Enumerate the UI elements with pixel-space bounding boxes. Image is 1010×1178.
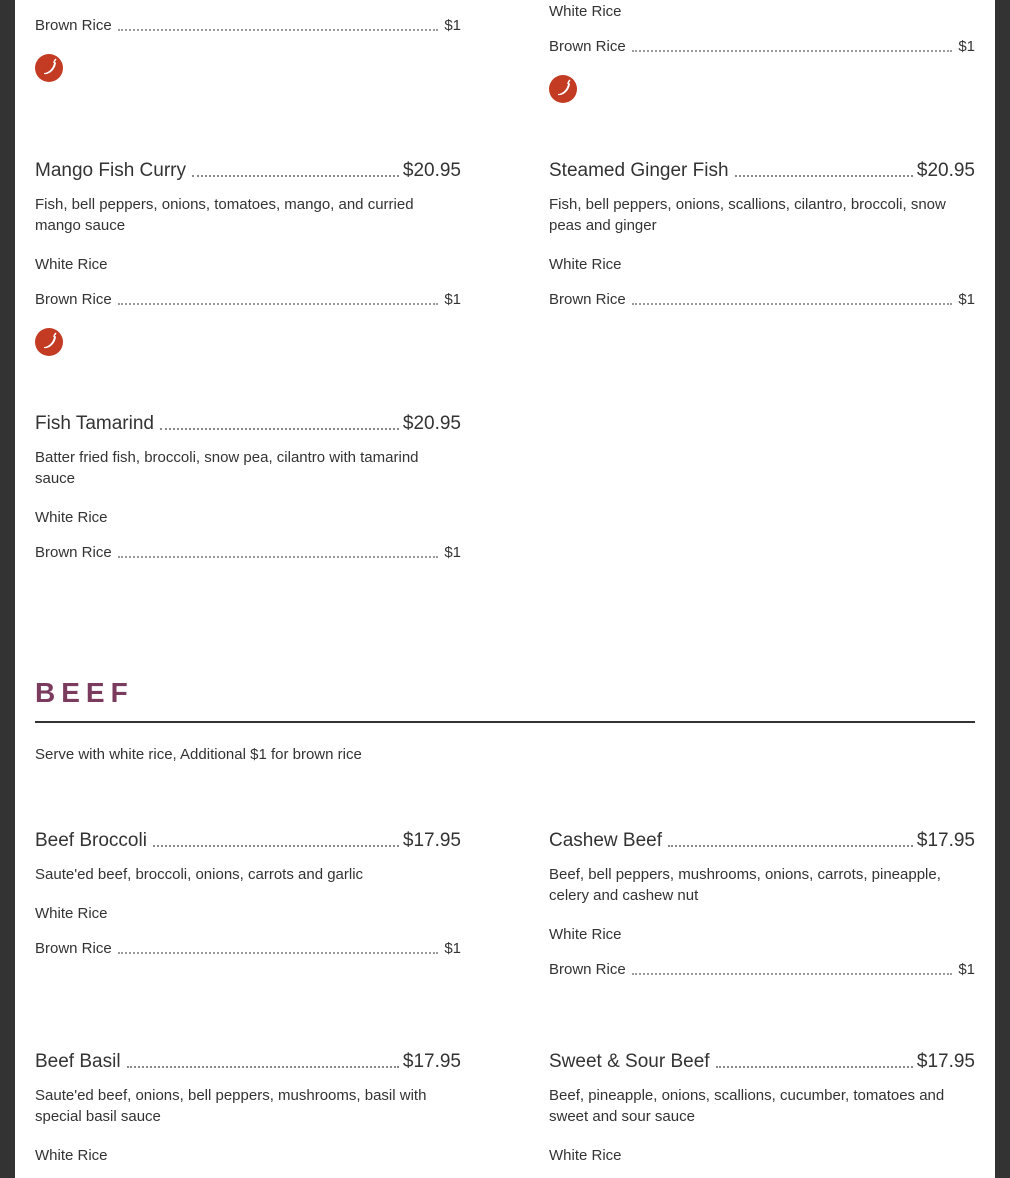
brown-rice-option xyxy=(35,940,461,958)
leader-dots xyxy=(668,844,913,847)
brown-rice-label: Brown Rice xyxy=(35,544,112,561)
brown-rice-option xyxy=(549,38,975,56)
brown-rice-price: $1 xyxy=(444,940,461,957)
white-rice-option: White Rice xyxy=(35,509,108,526)
dish-description: Saute'ed beef, onions, bell peppers, mushrooms, basil with special basil sauce xyxy=(35,1087,427,1125)
dish-description: Beef, pineapple, onions, scallions, cucumber, tomatoes and sweet and sour sauce xyxy=(549,1087,945,1125)
leader-dots xyxy=(632,972,953,975)
leader-dots xyxy=(735,174,913,177)
dish-title-row xyxy=(549,1049,975,1073)
leader-dots xyxy=(118,302,439,305)
brown-rice-option xyxy=(549,961,975,979)
white-rice-option: White Rice xyxy=(35,256,108,273)
leader-dots xyxy=(118,555,439,558)
dish-description: Fish, bell peppers, onions, tomatoes, mango, and curried mango sauce xyxy=(35,196,414,234)
brown-rice-label: Brown Rice xyxy=(35,17,112,34)
leader-dots xyxy=(127,1065,399,1068)
leader-dots xyxy=(160,427,399,430)
leader-dots xyxy=(632,302,953,305)
dish-description: Saute'ed beef, broccoli, onions, carrots and garlic xyxy=(35,866,364,883)
white-rice-option: White Rice xyxy=(549,926,622,943)
dish-description: Batter fried fish, broccoli, snow pea, cilantro with tamarind sauce xyxy=(35,449,419,487)
leader-dots xyxy=(153,844,399,847)
section-divider xyxy=(35,721,975,723)
white-rice-option: White Rice xyxy=(549,3,622,20)
chili-pepper-icon xyxy=(549,75,577,103)
dish-title-row xyxy=(549,158,975,182)
dish-price: $20.95 xyxy=(916,160,975,181)
brown-rice-label: Brown Rice xyxy=(549,38,626,55)
brown-rice-option xyxy=(549,291,975,309)
dish-price: $17.95 xyxy=(916,1051,975,1072)
brown-rice-label: Brown Rice xyxy=(35,940,112,957)
leader-dots xyxy=(716,1065,913,1068)
dish-title-row xyxy=(549,828,975,852)
menu-page xyxy=(15,0,995,1178)
brown-rice-option xyxy=(35,291,461,309)
leader-dots xyxy=(632,49,953,52)
brown-rice-price: $1 xyxy=(958,961,975,978)
chili-pepper-icon xyxy=(35,328,63,356)
section-title: BEEF xyxy=(35,677,134,708)
dish-price: $17.95 xyxy=(402,1051,461,1072)
brown-rice-price: $1 xyxy=(444,544,461,561)
leader-dots xyxy=(118,28,439,31)
dish-description: Beef, bell peppers, mushrooms, onions, carrots, pineapple, celery and cashew nut xyxy=(549,866,941,904)
dish-title-row xyxy=(35,158,461,182)
dish-name: Mango Fish Curry xyxy=(35,160,186,181)
dish-name: Cashew Beef xyxy=(549,830,663,851)
leader-dots xyxy=(118,951,439,954)
leader-dots xyxy=(192,174,399,177)
dish-price: $17.95 xyxy=(402,830,461,851)
dish-name: Beef Broccoli xyxy=(35,830,147,851)
white-rice-option: White Rice xyxy=(35,1147,108,1164)
dish-title-row xyxy=(35,411,461,435)
brown-rice-option xyxy=(35,544,461,562)
brown-rice-price: $1 xyxy=(444,291,461,308)
dish-name: Beef Basil xyxy=(35,1051,121,1072)
dish-title-row xyxy=(35,1049,461,1073)
dish-price: $20.95 xyxy=(402,160,461,181)
brown-rice-price: $1 xyxy=(958,38,975,55)
white-rice-option: White Rice xyxy=(35,905,108,922)
brown-rice-label: Brown Rice xyxy=(549,961,626,978)
dish-price: $17.95 xyxy=(916,830,975,851)
brown-rice-price: $1 xyxy=(958,291,975,308)
dish-name: Steamed Ginger Fish xyxy=(549,160,729,181)
dish-title-row xyxy=(35,828,461,852)
dish-description: Fish, bell peppers, onions, scallions, cilantro, broccoli, snow peas and ginger xyxy=(549,196,946,234)
chili-pepper-icon xyxy=(35,54,63,82)
brown-rice-price: $1 xyxy=(444,17,461,34)
brown-rice-label: Brown Rice xyxy=(549,291,626,308)
section-note: Serve with white rice, Additional $1 for brown rice xyxy=(35,746,362,763)
dish-name: Sweet & Sour Beef xyxy=(549,1051,710,1072)
white-rice-option: White Rice xyxy=(549,256,622,273)
dish-name: Fish Tamarind xyxy=(35,413,154,434)
brown-rice-label: Brown Rice xyxy=(35,291,112,308)
white-rice-option: White Rice xyxy=(549,1147,622,1164)
dish-price: $20.95 xyxy=(402,413,461,434)
brown-rice-option xyxy=(35,17,461,35)
